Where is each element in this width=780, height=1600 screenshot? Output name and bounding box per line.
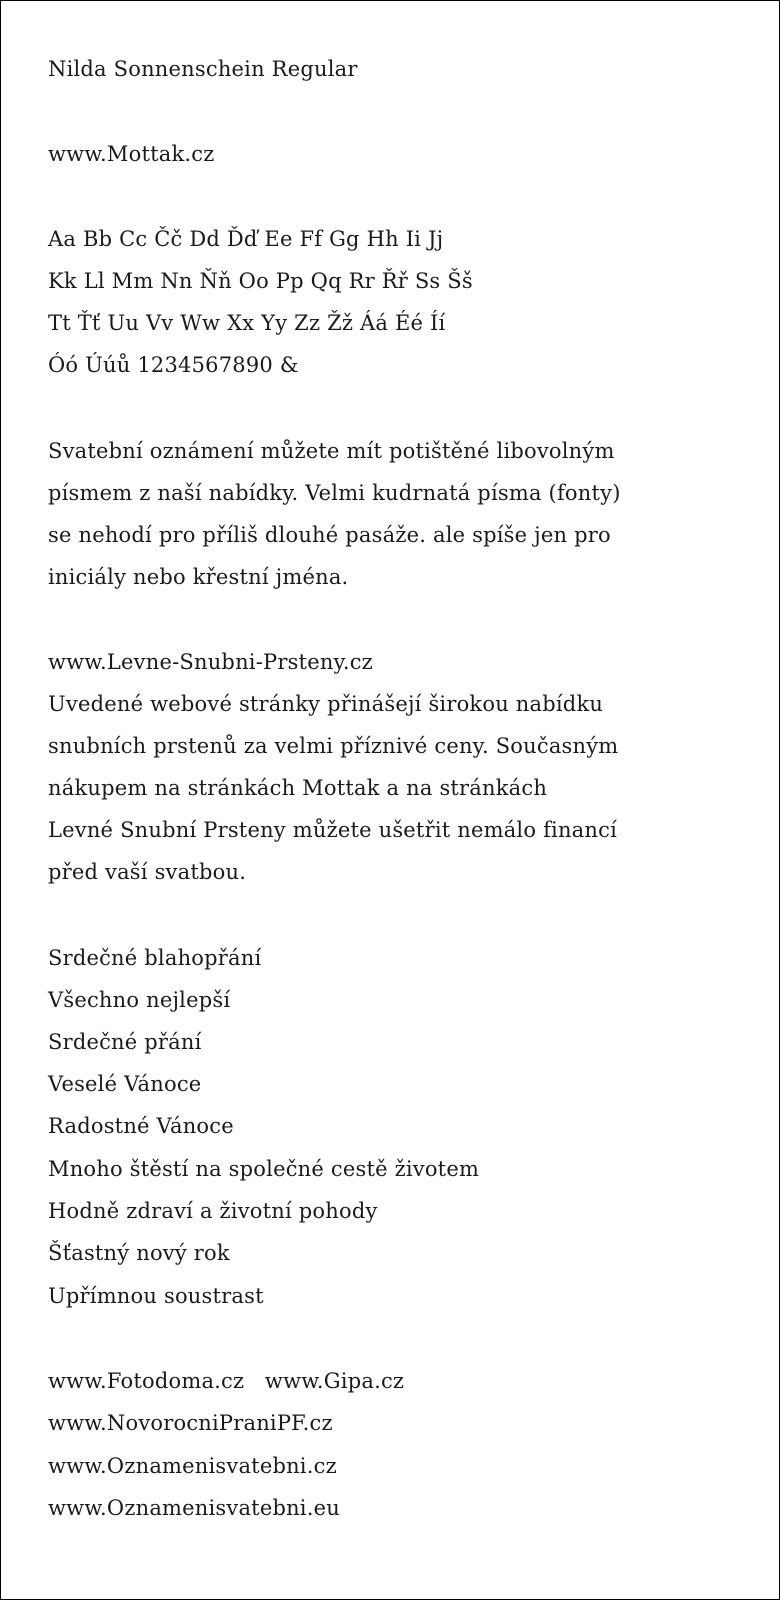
greeting-line: Srdečné blahopřání bbox=[48, 946, 262, 970]
paragraph-line: nákupem na stránkách Mottak a na stránkách bbox=[48, 776, 548, 800]
paragraph-line: Svatební oznámení můžete mít potištěné libovolným bbox=[48, 439, 615, 463]
link-line: www.NovorocniPraniPF.cz bbox=[48, 1411, 333, 1435]
greeting-line: Všechno nejlepší bbox=[48, 988, 231, 1012]
greeting-line: Srdečné přání bbox=[48, 1030, 202, 1054]
paragraph-line: iniciály nebo křestní jména. bbox=[48, 565, 349, 589]
paragraph-line: před vaší svatbou. bbox=[48, 860, 247, 884]
font-title: Nilda Sonnenschein Regular bbox=[48, 57, 358, 81]
paragraph-line: se nehodí pro příliš dlouhé pasáže. ale spíše jen pro bbox=[48, 523, 611, 547]
link-line: www.Oznamenisvatebni.cz bbox=[48, 1454, 337, 1478]
greeting-line: Veselé Vánoce bbox=[48, 1072, 202, 1096]
link-line: www.Oznamenisvatebni.eu bbox=[48, 1496, 340, 1520]
paragraph-line: Levné Snubní Prsteny můžete ušetřit nemálo financí bbox=[48, 818, 618, 842]
alphabet-line: Tt Ťť Uu Vv Ww Xx Yy Zz Žž Áá Éé Íí bbox=[48, 311, 446, 335]
greeting-line: Šťastný nový rok bbox=[48, 1241, 230, 1265]
paragraph-line: písmem z naší nabídky. Velmi kudrnatá písma (fonty) bbox=[48, 481, 621, 505]
alphabet-line: Kk Ll Mm Nn Ňň Oo Pp Qq Rr Řř Ss Šš bbox=[48, 269, 473, 293]
greeting-line: Hodně zdraví a životní pohody bbox=[48, 1199, 378, 1223]
greeting-line: Mnoho štěstí na společné cestě životem bbox=[48, 1157, 480, 1181]
paragraph-line: Uvedené webové stránky přinášejí širokou nabídku bbox=[48, 692, 604, 716]
alphabet-line: Óó Úúů 1234567890 & bbox=[48, 353, 299, 377]
link-line: www.Fotodoma.cz www.Gipa.cz bbox=[48, 1369, 405, 1393]
alphabet-line: Aa Bb Cc Čč Dd Ďď Ee Ff Gg Hh Ii Jj bbox=[48, 227, 444, 251]
greeting-line: Upřímnou soustrast bbox=[48, 1284, 264, 1308]
paragraph-line: snubních prstenů za velmi příznivé ceny. Současným bbox=[48, 734, 619, 758]
paragraph-line: www.Levne-Snubni-Prsteny.cz bbox=[48, 650, 373, 674]
greeting-line: Radostné Vánoce bbox=[48, 1114, 234, 1138]
site-link-main: www.Mottak.cz bbox=[48, 142, 215, 166]
